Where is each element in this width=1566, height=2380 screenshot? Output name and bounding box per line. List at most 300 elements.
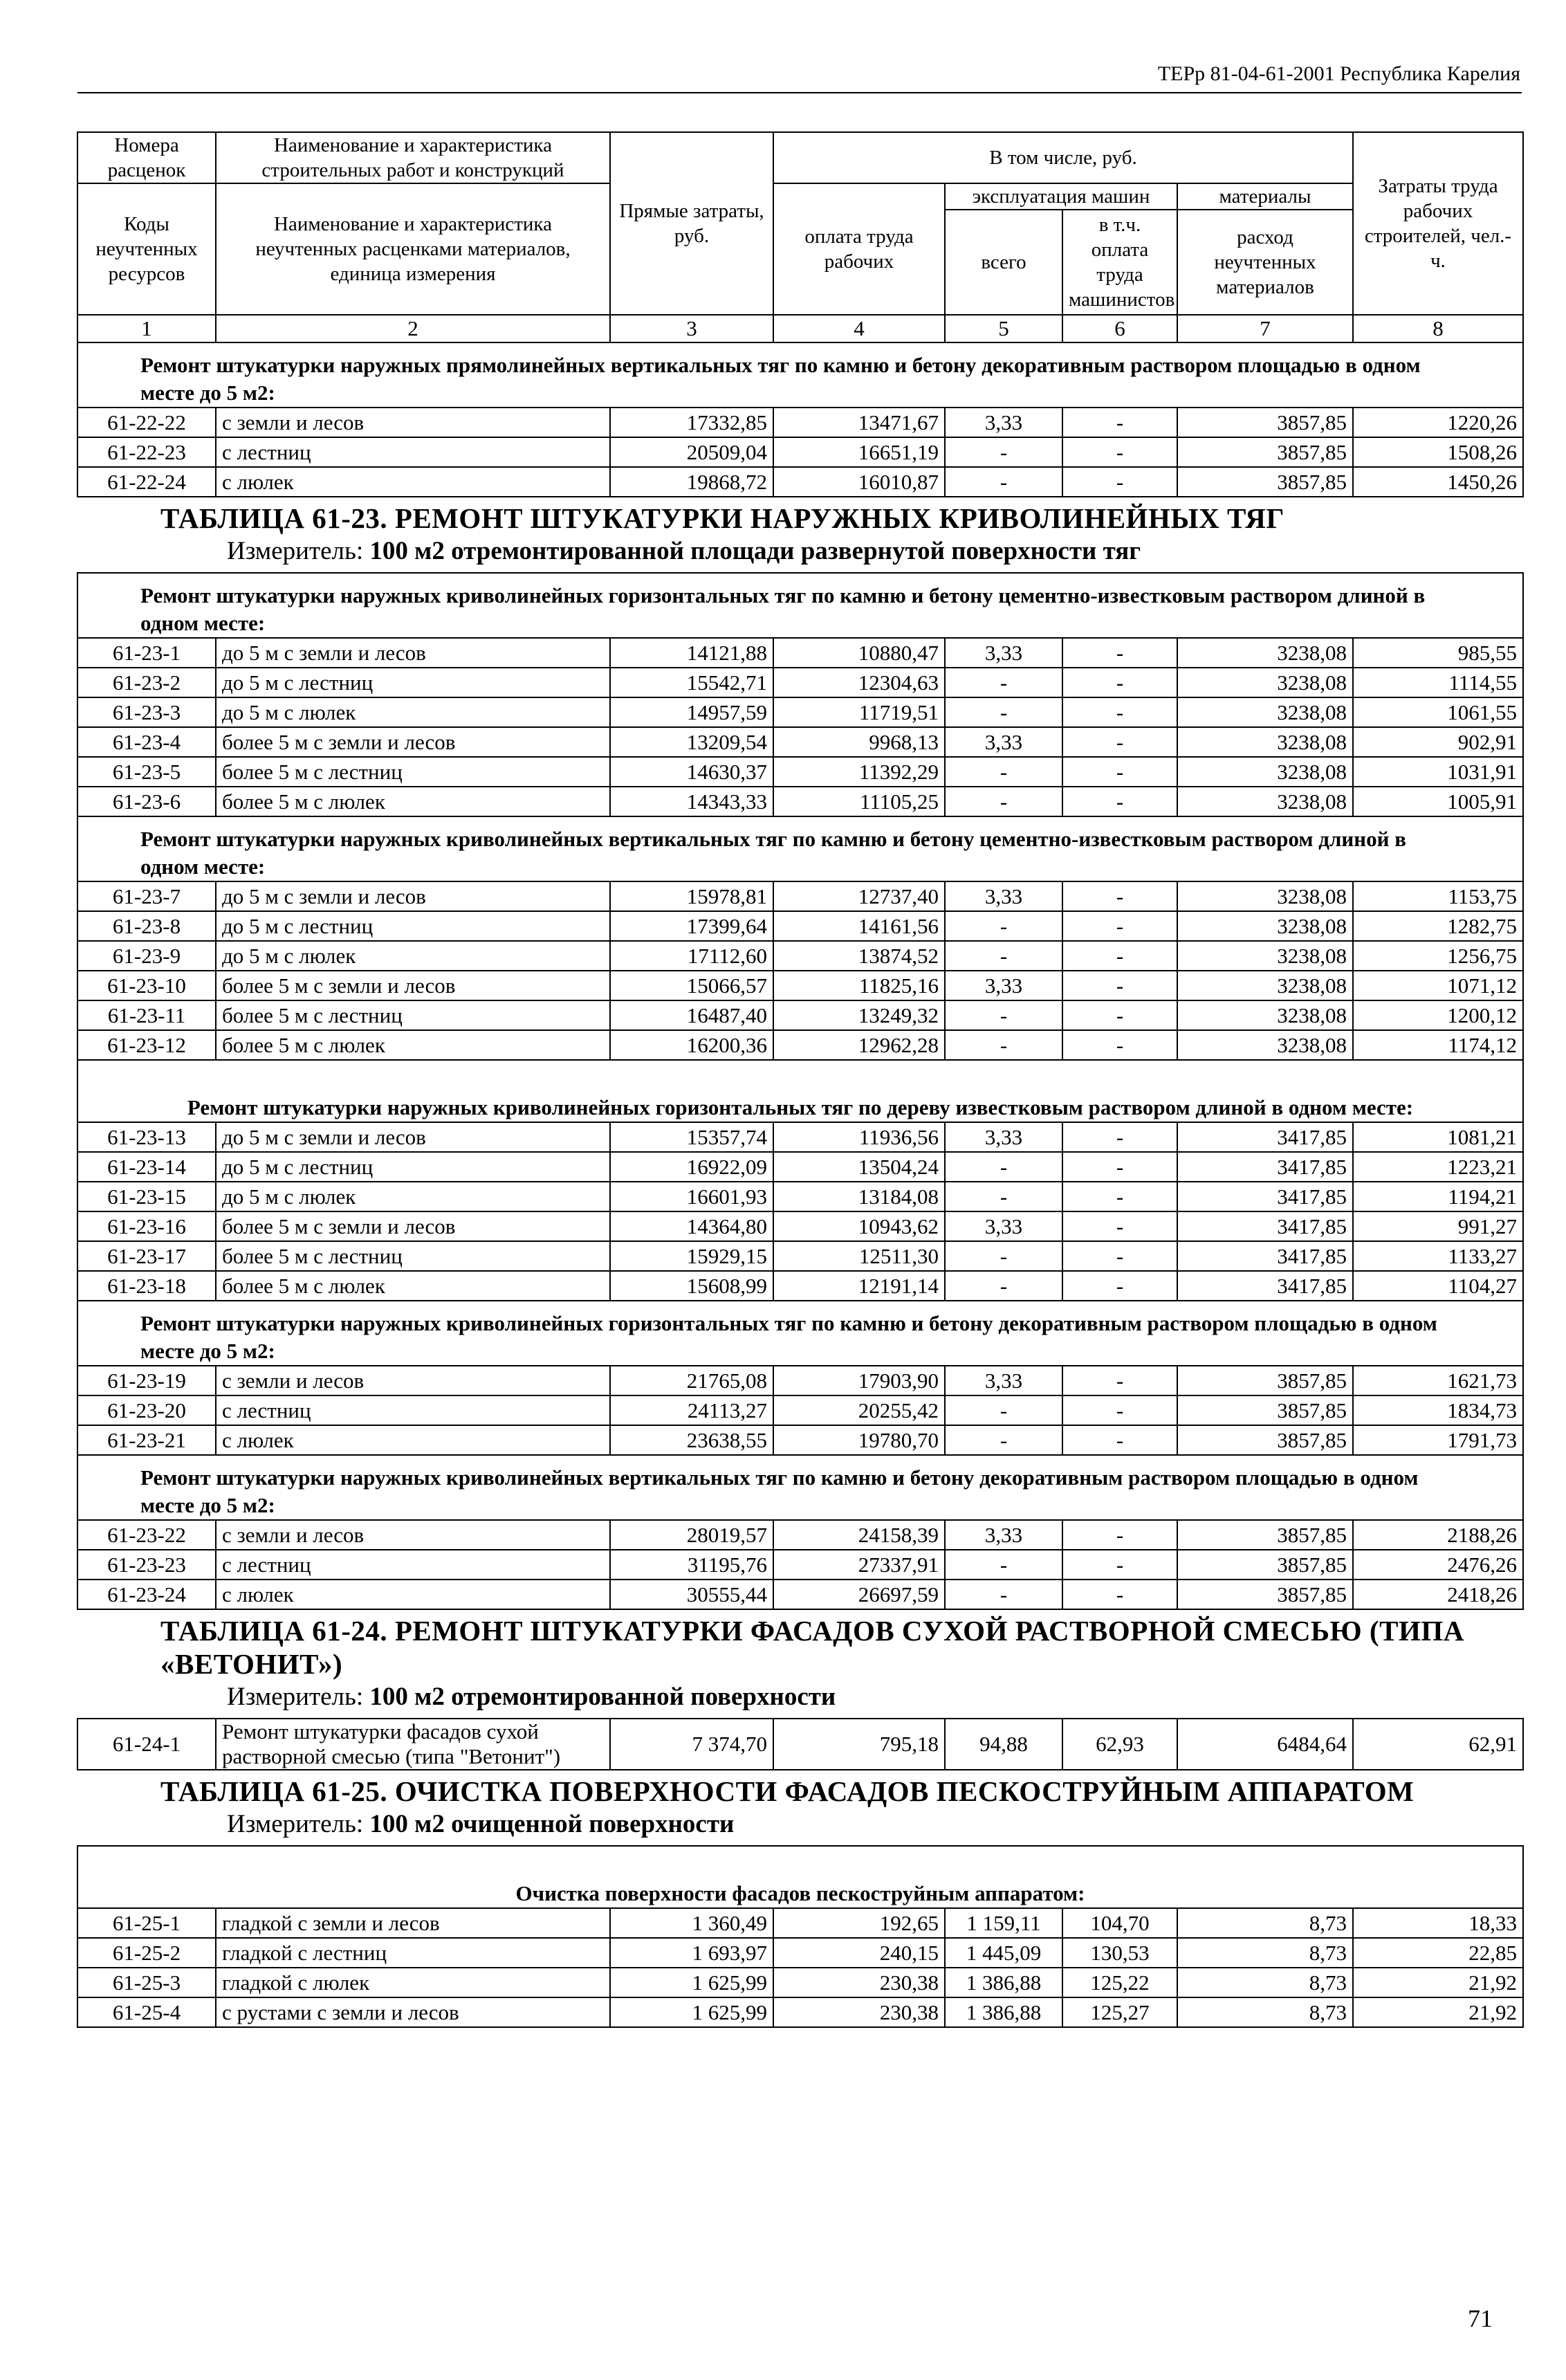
machine-total-cell: - (945, 1580, 1062, 1609)
materials-cell: 3417,85 (1177, 1182, 1353, 1211)
materials-cell: 3238,08 (1177, 697, 1353, 727)
machine-total-cell: - (945, 757, 1062, 787)
work-description-cell: с лестниц (216, 1550, 610, 1580)
rate-code-cell: 61-23-21 (77, 1425, 216, 1455)
machinist-pay-cell: 130,53 (1062, 1938, 1177, 1968)
section-heading-row (77, 573, 1523, 638)
col-number: 8 (1353, 315, 1523, 342)
labor-hours-cell: 2188,26 (1353, 1520, 1523, 1550)
work-description-cell: Ремонт штукатурки фасадов сухой растворной смесью (типа "Ветонит") (216, 1719, 610, 1770)
worker-pay-cell: 26697,59 (773, 1580, 945, 1609)
machinist-pay-cell: - (1062, 668, 1177, 697)
labor-hours-cell: 1791,73 (1353, 1425, 1523, 1455)
col-machine-operation: эксплуатация машин (945, 183, 1177, 210)
worker-pay-cell: 16010,87 (773, 467, 945, 497)
section-heading: Очистка поверхности фасадов пескоструйным аппаратом: (515, 1881, 1085, 1905)
worker-pay-cell: 20255,42 (773, 1395, 945, 1425)
worker-pay-cell: 11105,25 (773, 787, 945, 816)
labor-hours-cell: 1223,21 (1353, 1152, 1523, 1182)
worker-pay-cell: 10943,62 (773, 1211, 945, 1241)
materials-cell: 3417,85 (1177, 1211, 1353, 1241)
machine-total-cell: 3,33 (945, 1211, 1062, 1241)
worker-pay-cell: 24158,39 (773, 1520, 945, 1550)
header-rule (77, 92, 1522, 93)
table-row (77, 941, 1523, 971)
machine-total-cell: 3,33 (945, 1520, 1062, 1550)
machine-total-cell: 3,33 (945, 881, 1062, 911)
work-description-cell: более 5 м с люлек (216, 787, 610, 816)
machinist-pay-cell: - (1062, 1395, 1177, 1425)
materials-cell: 6484,64 (1177, 1719, 1353, 1770)
machinist-pay-cell: 62,93 (1062, 1719, 1177, 1770)
table-row (77, 1938, 1523, 1968)
direct-costs-cell: 23638,55 (610, 1425, 773, 1455)
materials-cell: 3857,85 (1177, 1395, 1353, 1425)
machine-total-cell: - (945, 941, 1062, 971)
measure-value: 100 м2 отремонтированной площади развернутой поверхности тяг (369, 537, 1141, 565)
rate-code-cell: 61-23-23 (77, 1550, 216, 1580)
col-number: 7 (1177, 315, 1353, 342)
machinist-pay-cell: - (1062, 437, 1177, 467)
labor-hours-cell: 18,33 (1353, 1908, 1523, 1938)
machinist-pay-cell: - (1062, 1122, 1177, 1152)
table-row (77, 1241, 1523, 1271)
labor-hours-cell: 1508,26 (1353, 437, 1523, 467)
work-description-cell: до 5 м с лестниц (216, 1152, 610, 1182)
table-row (77, 1580, 1523, 1609)
machinist-pay-cell: - (1062, 1271, 1177, 1301)
section-heading: Ремонт штукатурки наружных криволинейных горизонтальных тяг по камню и бетону декоративным раствором площадью в одном месте до 5 м2: (140, 1311, 1437, 1363)
worker-pay-cell: 230,38 (773, 1968, 945, 1997)
col-worker-pay: оплата труда рабочих (773, 183, 945, 315)
labor-hours-cell: 1081,21 (1353, 1122, 1523, 1152)
materials-cell: 3238,08 (1177, 1030, 1353, 1060)
rate-code-cell: 61-23-1 (77, 638, 216, 668)
direct-costs-cell: 16487,40 (610, 1000, 773, 1030)
worker-pay-cell: 11936,56 (773, 1122, 945, 1152)
labor-hours-cell: 2418,26 (1353, 1580, 1523, 1609)
table-title-row (77, 1609, 1523, 1719)
work-description-cell: с лестниц (216, 1395, 610, 1425)
materials-cell: 3857,85 (1177, 1580, 1353, 1609)
materials-cell: 3857,85 (1177, 437, 1353, 467)
worker-pay-cell: 230,38 (773, 1997, 945, 2027)
section-heading-row (77, 342, 1523, 408)
col-resource-codes: Коды неучтенных ресурсов (77, 183, 216, 315)
rate-code-cell: 61-25-1 (77, 1908, 216, 1938)
worker-pay-cell: 12737,40 (773, 881, 945, 911)
machinist-pay-cell: - (1062, 911, 1177, 941)
labor-hours-cell: 1174,12 (1353, 1030, 1523, 1060)
section-heading-row (77, 816, 1523, 881)
direct-costs-cell: 13209,54 (610, 727, 773, 757)
machine-total-cell: - (945, 437, 1062, 467)
table-row (77, 1122, 1523, 1152)
worker-pay-cell: 17903,90 (773, 1366, 945, 1395)
machine-total-cell: 94,88 (945, 1719, 1062, 1770)
materials-cell: 3238,08 (1177, 787, 1353, 816)
rate-code-cell: 61-23-22 (77, 1520, 216, 1550)
direct-costs-cell: 14121,88 (610, 638, 773, 668)
machine-total-cell: 3,33 (945, 1366, 1062, 1395)
direct-costs-cell: 1 625,99 (610, 1997, 773, 2027)
measure-line (160, 535, 1468, 568)
materials-cell: 8,73 (1177, 1968, 1353, 1997)
work-description-cell: с земли и лесов (216, 1520, 610, 1550)
table-row (77, 1395, 1523, 1425)
table-row (77, 1000, 1523, 1030)
materials-cell: 3417,85 (1177, 1271, 1353, 1301)
rate-code-cell: 61-23-9 (77, 941, 216, 971)
rate-code-cell: 61-23-19 (77, 1366, 216, 1395)
machine-total-cell: - (945, 697, 1062, 727)
labor-hours-cell: 985,55 (1353, 638, 1523, 668)
machine-total-cell: - (945, 1395, 1062, 1425)
machinist-pay-cell: - (1062, 1030, 1177, 1060)
direct-costs-cell: 15357,74 (610, 1122, 773, 1152)
direct-costs-cell: 28019,57 (610, 1520, 773, 1550)
table-row (77, 1908, 1523, 1938)
labor-hours-cell: 1104,27 (1353, 1271, 1523, 1301)
rate-code-cell: 61-23-8 (77, 911, 216, 941)
table-row (77, 1550, 1523, 1580)
materials-cell: 3238,08 (1177, 638, 1353, 668)
direct-costs-cell: 15978,81 (610, 881, 773, 911)
labor-hours-cell: 1621,73 (1353, 1366, 1523, 1395)
table-row (77, 1968, 1523, 1997)
table-row (77, 911, 1523, 941)
rate-code-cell: 61-23-24 (77, 1580, 216, 1609)
machinist-pay-cell: - (1062, 638, 1177, 668)
machine-total-cell: - (945, 1030, 1062, 1060)
labor-hours-cell: 1153,75 (1353, 881, 1523, 911)
table-row (77, 1719, 1523, 1770)
work-description-cell: до 5 м с лестниц (216, 668, 610, 697)
work-description-cell: более 5 м с люлек (216, 1030, 610, 1060)
machinist-pay-cell: - (1062, 408, 1177, 437)
machinist-pay-cell: 104,70 (1062, 1908, 1177, 1938)
measure-label: Измеритель: (227, 537, 364, 565)
rate-code-cell: 61-23-4 (77, 727, 216, 757)
table-row (77, 727, 1523, 757)
table-row (77, 881, 1523, 911)
machinist-pay-cell: - (1062, 727, 1177, 757)
machine-total-cell: 3,33 (945, 727, 1062, 757)
work-description-cell: более 5 м с лестниц (216, 1000, 610, 1030)
machine-total-cell: - (945, 1241, 1062, 1271)
materials-cell: 3857,85 (1177, 1425, 1353, 1455)
machine-total-cell: 3,33 (945, 408, 1062, 437)
direct-costs-cell: 14957,59 (610, 697, 773, 727)
worker-pay-cell: 13874,52 (773, 941, 945, 971)
direct-costs-cell: 16601,93 (610, 1182, 773, 1211)
materials-cell: 3857,85 (1177, 1366, 1353, 1395)
machinist-pay-cell: 125,27 (1062, 1997, 1177, 2027)
col-number: 1 (77, 315, 216, 342)
rate-code-cell: 61-23-10 (77, 971, 216, 1000)
worker-pay-cell: 13249,32 (773, 1000, 945, 1030)
machine-total-cell: - (945, 1000, 1062, 1030)
direct-costs-cell: 17112,60 (610, 941, 773, 971)
machinist-pay-cell: - (1062, 1182, 1177, 1211)
direct-costs-cell: 1 360,49 (610, 1908, 773, 1938)
col-number: 4 (773, 315, 945, 342)
table-row (77, 1211, 1523, 1241)
section-heading-row (77, 1846, 1523, 1908)
machine-total-cell: - (945, 911, 1062, 941)
machine-total-cell: - (945, 467, 1062, 497)
section-heading-row (77, 1301, 1523, 1366)
table-row (77, 1030, 1523, 1060)
table-row (77, 638, 1523, 668)
table-title: ТАБЛИЦА 61-25. ОЧИСТКА ПОВЕРХНОСТИ ФАСАДОВ ПЕСКОСТРУЙНЫМ АППАРАТОМ (160, 1775, 1415, 1807)
worker-pay-cell: 240,15 (773, 1938, 945, 1968)
materials-cell: 3238,08 (1177, 881, 1353, 911)
materials-cell: 3238,08 (1177, 668, 1353, 697)
machinist-pay-cell: - (1062, 881, 1177, 911)
direct-costs-cell: 24113,27 (610, 1395, 773, 1425)
materials-cell: 3857,85 (1177, 408, 1353, 437)
table-row (77, 1997, 1523, 2027)
machine-total-cell: - (945, 1425, 1062, 1455)
work-description-cell: более 5 м с земли и лесов (216, 1211, 610, 1241)
worker-pay-cell: 10880,47 (773, 638, 945, 668)
materials-cell: 3417,85 (1177, 1152, 1353, 1182)
direct-costs-cell: 15542,71 (610, 668, 773, 697)
direct-costs-cell: 16200,36 (610, 1030, 773, 1060)
machinist-pay-cell: - (1062, 697, 1177, 727)
direct-costs-cell: 7 374,70 (610, 1719, 773, 1770)
work-description-cell: гладкой с земли и лесов (216, 1908, 610, 1938)
table-title-row (77, 497, 1523, 573)
labor-hours-cell: 1194,21 (1353, 1182, 1523, 1211)
machinist-pay-cell: - (1062, 1366, 1177, 1395)
direct-costs-cell: 14364,80 (610, 1211, 773, 1241)
machinist-pay-cell: - (1062, 1241, 1177, 1271)
col-number: 3 (610, 315, 773, 342)
worker-pay-cell: 13471,67 (773, 408, 945, 437)
col-machinist-pay: в т.ч. оплата труда машинистов (1062, 210, 1177, 315)
machinist-pay-cell: - (1062, 1211, 1177, 1241)
machinist-pay-cell: - (1062, 1000, 1177, 1030)
machine-total-cell: - (945, 787, 1062, 816)
rate-code-cell: 61-23-13 (77, 1122, 216, 1152)
direct-costs-cell: 1 693,97 (610, 1938, 773, 1968)
worker-pay-cell: 11719,51 (773, 697, 945, 727)
table-row (77, 437, 1523, 467)
table-row (77, 668, 1523, 697)
measure-label: Измеритель: (227, 1683, 364, 1711)
machinist-pay-cell: - (1062, 1550, 1177, 1580)
col-materials: материалы (1177, 183, 1353, 210)
materials-cell: 3238,08 (1177, 727, 1353, 757)
section-heading: Ремонт штукатурки наружных криволинейных горизонтальных тяг по дереву известковым раствором длиной в одном месте: (187, 1095, 1414, 1119)
col-labor: Затраты труда рабочих строителей, чел.-ч. (1353, 132, 1523, 315)
rate-code-cell: 61-23-14 (77, 1152, 216, 1182)
worker-pay-cell: 12304,63 (773, 668, 945, 697)
table-row (77, 1271, 1523, 1301)
work-description-cell: гладкой с люлек (216, 1968, 610, 1997)
machine-total-cell: 1 386,88 (945, 1968, 1062, 1997)
materials-cell: 8,73 (1177, 1908, 1353, 1938)
table-row (77, 408, 1523, 437)
machine-total-cell: 1 159,11 (945, 1908, 1062, 1938)
table-title: ТАБЛИЦА 61-23. РЕМОНТ ШТУКАТУРКИ НАРУЖНЫХ КРИВОЛИНЕЙНЫХ ТЯГ (160, 502, 1284, 534)
table-row (77, 787, 1523, 816)
direct-costs-cell: 30555,44 (610, 1580, 773, 1609)
machine-total-cell: 1 386,88 (945, 1997, 1062, 2027)
worker-pay-cell: 11825,16 (773, 971, 945, 1000)
machine-total-cell: - (945, 1550, 1062, 1580)
rate-code-cell: 61-23-11 (77, 1000, 216, 1030)
col-number: 5 (945, 315, 1062, 342)
labor-hours-cell: 1071,12 (1353, 971, 1523, 1000)
table-row (77, 1152, 1523, 1182)
machinist-pay-cell: - (1062, 971, 1177, 1000)
rate-code-cell: 61-25-2 (77, 1938, 216, 1968)
work-description-cell: с рустами с земли и лесов (216, 1997, 610, 2027)
page-number: 71 (1468, 2305, 1493, 2332)
machine-total-cell: - (945, 668, 1062, 697)
measure-label: Измеритель: (227, 1810, 364, 1838)
machine-total-cell: 3,33 (945, 971, 1062, 1000)
work-description-cell: до 5 м с люлек (216, 941, 610, 971)
materials-cell: 3857,85 (1177, 467, 1353, 497)
rate-code-cell: 61-24-1 (77, 1719, 216, 1770)
materials-cell: 3238,08 (1177, 911, 1353, 941)
direct-costs-cell: 31195,76 (610, 1550, 773, 1580)
work-description-cell: более 5 м с лестниц (216, 757, 610, 787)
materials-cell: 3857,85 (1177, 1520, 1353, 1550)
rate-code-cell: 61-23-7 (77, 881, 216, 911)
materials-cell: 3238,08 (1177, 971, 1353, 1000)
rate-code-cell: 61-23-15 (77, 1182, 216, 1211)
labor-hours-cell: 1031,91 (1353, 757, 1523, 787)
work-description-cell: до 5 м с люлек (216, 1182, 610, 1211)
worker-pay-cell: 192,65 (773, 1908, 945, 1938)
materials-cell: 3238,08 (1177, 1000, 1353, 1030)
labor-hours-cell: 1133,27 (1353, 1241, 1523, 1271)
rate-code-cell: 61-22-24 (77, 467, 216, 497)
col-including: В том числе, руб. (773, 132, 1353, 183)
table-title-row (77, 1770, 1523, 1846)
rate-code-cell: 61-23-3 (77, 697, 216, 727)
col-machine-total: всего (945, 210, 1062, 315)
measure-line (160, 1681, 1468, 1714)
worker-pay-cell: 13504,24 (773, 1152, 945, 1182)
rate-code-cell: 61-23-2 (77, 668, 216, 697)
machine-total-cell: - (945, 1182, 1062, 1211)
labor-hours-cell: 21,92 (1353, 1997, 1523, 2027)
labor-hours-cell: 22,85 (1353, 1938, 1523, 1968)
worker-pay-cell: 9968,13 (773, 727, 945, 757)
table-row (77, 1182, 1523, 1211)
rate-code-cell: 61-25-3 (77, 1968, 216, 1997)
direct-costs-cell: 15066,57 (610, 971, 773, 1000)
labor-hours-cell: 1450,26 (1353, 467, 1523, 497)
rate-code-cell: 61-23-17 (77, 1241, 216, 1271)
section-heading-row (77, 1060, 1523, 1122)
rate-code-cell: 61-22-22 (77, 408, 216, 437)
section-heading: Ремонт штукатурки наружных криволинейных вертикальных тяг по камню и бетону цементно-известковым раствором длиной в одном месте: (140, 827, 1406, 879)
labor-hours-cell: 2476,26 (1353, 1550, 1523, 1580)
materials-cell: 3857,85 (1177, 1550, 1353, 1580)
measure-value: 100 м2 очищенной поверхности (369, 1810, 735, 1838)
column-number-row (77, 315, 1523, 342)
col-materials-consumption: расход неучтенных материалов (1177, 210, 1353, 315)
labor-hours-cell: 21,92 (1353, 1968, 1523, 1997)
rate-code-cell: 61-22-23 (77, 437, 216, 467)
rate-code-cell: 61-23-20 (77, 1395, 216, 1425)
work-description-cell: с люлек (216, 1580, 610, 1609)
direct-costs-cell: 17332,85 (610, 408, 773, 437)
machinist-pay-cell: - (1062, 1580, 1177, 1609)
direct-costs-cell: 16922,09 (610, 1152, 773, 1182)
worker-pay-cell: 795,18 (773, 1719, 945, 1770)
labor-hours-cell: 1282,75 (1353, 911, 1523, 941)
work-description-cell: до 5 м с лестниц (216, 911, 610, 941)
labor-hours-cell: 1834,73 (1353, 1395, 1523, 1425)
direct-costs-cell: 21765,08 (610, 1366, 773, 1395)
rates-table (77, 131, 1524, 2028)
worker-pay-cell: 19780,70 (773, 1425, 945, 1455)
rate-code-cell: 61-23-5 (77, 757, 216, 787)
work-description-cell: более 5 м с земли и лесов (216, 727, 610, 757)
section-heading-row (77, 1455, 1523, 1520)
work-description-cell: с люлек (216, 467, 610, 497)
labor-hours-cell: 1114,55 (1353, 668, 1523, 697)
machinist-pay-cell: - (1062, 757, 1177, 787)
rate-code-cell: 61-23-12 (77, 1030, 216, 1060)
machine-total-cell: - (945, 1271, 1062, 1301)
table-row (77, 467, 1523, 497)
materials-cell: 3417,85 (1177, 1241, 1353, 1271)
worker-pay-cell: 16651,19 (773, 437, 945, 467)
materials-cell: 3417,85 (1177, 1122, 1353, 1152)
work-description-cell: более 5 м с земли и лесов (216, 971, 610, 1000)
table-body (77, 342, 1523, 2027)
direct-costs-cell: 20509,04 (610, 437, 773, 467)
section-heading: Ремонт штукатурки наружных прямолинейных вертикальных тяг по камню и бетону декоративным раствором площадью в одном месте до 5 м2: (140, 353, 1421, 405)
table-title: ТАБЛИЦА 61-24. РЕМОНТ ШТУКАТУРКИ ФАСАДОВ СУХОЙ РАСТВОРНОЙ СМЕСЬЮ (ТИПА «ВЕТОНИТ») (160, 1615, 1464, 1680)
materials-cell: 3238,08 (1177, 757, 1353, 787)
worker-pay-cell: 27337,91 (773, 1550, 945, 1580)
direct-costs-cell: 15929,15 (610, 1241, 773, 1271)
work-description-cell: до 5 м с земли и лесов (216, 1122, 610, 1152)
table-header (77, 132, 1523, 342)
machine-total-cell: 3,33 (945, 1122, 1062, 1152)
machinist-pay-cell: - (1062, 1425, 1177, 1455)
labor-hours-cell: 991,27 (1353, 1211, 1523, 1241)
work-description-cell: гладкой с лестниц (216, 1938, 610, 1968)
labor-hours-cell: 1200,12 (1353, 1000, 1523, 1030)
labor-hours-cell: 1005,91 (1353, 787, 1523, 816)
labor-hours-cell: 902,91 (1353, 727, 1523, 757)
work-description-cell: с люлек (216, 1425, 610, 1455)
col-number: 2 (216, 315, 610, 342)
worker-pay-cell: 13184,08 (773, 1182, 945, 1211)
section-heading: Ремонт штукатурки наружных криволинейных вертикальных тяг по камню и бетону декоративным раствором площадью в одном месте до 5 м2: (140, 1465, 1419, 1517)
materials-cell: 8,73 (1177, 1938, 1353, 1968)
direct-costs-cell: 19868,72 (610, 467, 773, 497)
direct-costs-cell: 14630,37 (610, 757, 773, 787)
work-description-cell: более 5 м с лестниц (216, 1241, 610, 1271)
work-description-cell: до 5 м с люлек (216, 697, 610, 727)
direct-costs-cell: 14343,33 (610, 787, 773, 816)
col-unaccounted-name: Наименование и характеристика неучтенных расценками материалов, единица измерения (216, 183, 610, 315)
work-description-cell: до 5 м с земли и лесов (216, 638, 610, 668)
table-row (77, 1520, 1523, 1550)
